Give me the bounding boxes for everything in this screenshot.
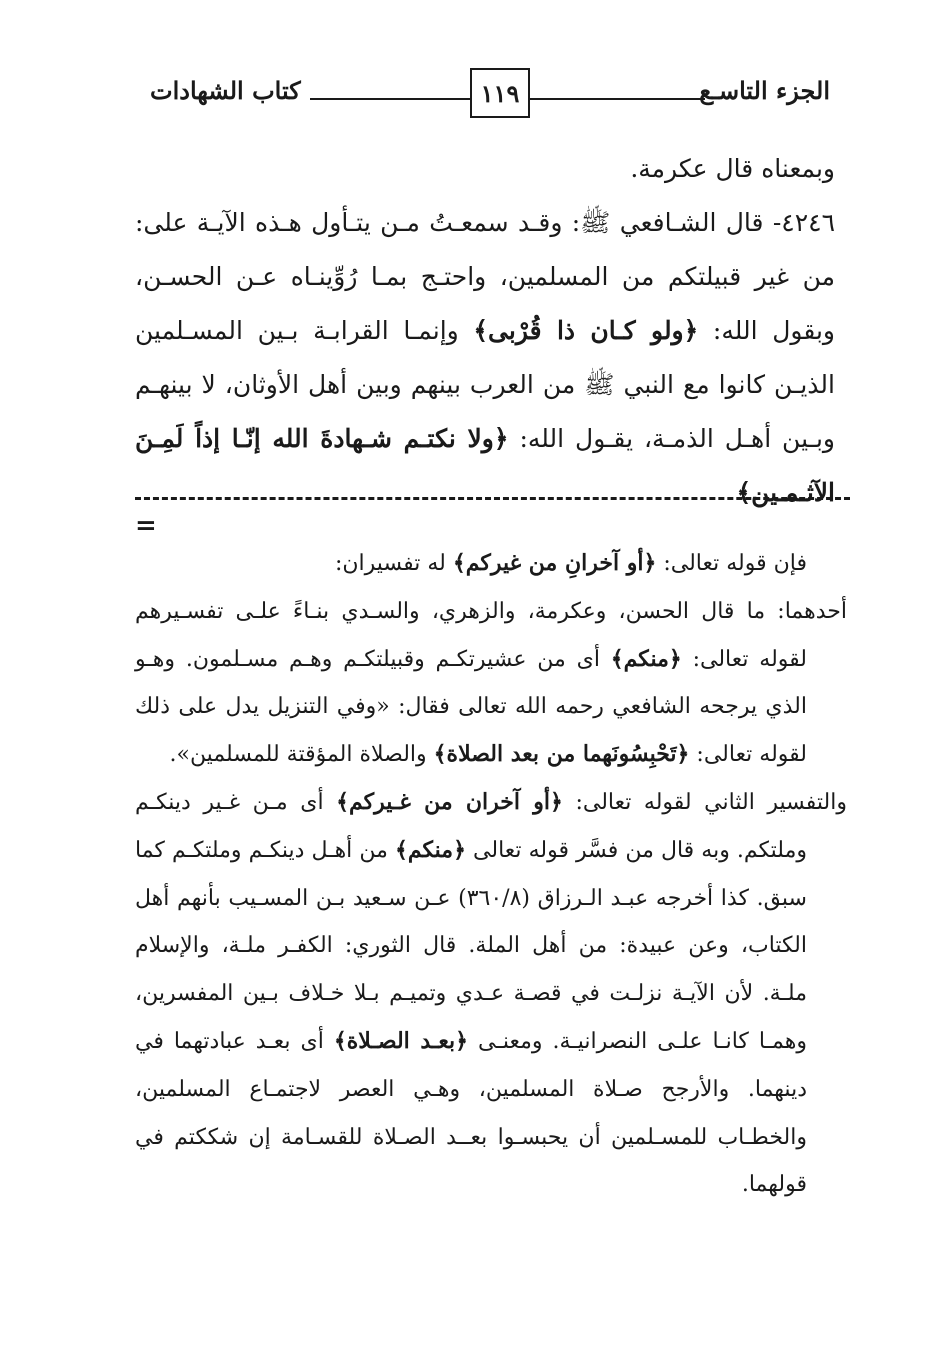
main-text-segment: وإنمـا القرابـة بـين المسـلمين الذيـن كانوا مع النبي ﷺ من العرب بينهم وبين أهل الأوثان، لا بينهـم وبـين أهـل الذمـة، يقـول الله: (135, 316, 835, 453)
book-title: كتاب الشهادات (150, 76, 301, 105)
quran-verse: ﴿ولو كـان ذا قُرْبى﴾ (473, 316, 699, 345)
commentary-text: أحدهما: ما قال الحسن، وعكرمة، والزهري، والسـدي بنـاءً علـى تفسـيرهم لقوله تعالى: (135, 598, 847, 672)
header-rule-left (310, 98, 470, 100)
commentary-text: أى من عشيرتكـم وقبيلتكـم وهـم مسـلمون. وهـو الذي يرجحه الشافعي رحمه الله تعالى فقال: «وفي التنزيل يدل على ذلك لقوله تعالى: (135, 646, 807, 768)
commentary-text: له تفسيران: (334, 551, 453, 576)
main-text (135, 142, 835, 520)
main-paragraph (135, 196, 835, 520)
main-text-segment: ٤٢٤٦- قال الشـافعي ﷺ: وقـد سمعـتُ مـن يتـأول هـذه الآيـة على: من غير قبيلتكم من المسلمين، واحتـج بمـا رُوِّينـاه عـن الحسـن، وبقول الله: (135, 208, 835, 345)
volume-title: الجزء التاسـع (699, 76, 830, 105)
page-header (150, 68, 830, 124)
quran-citation: ﴿منكم﴾ (394, 836, 466, 863)
commentary-text: من أهـل دينكـم وملتكـم كما سبق. كذا أخرجه عبـد الـرزاق (٣٦٠/٨) عـن سـعيد بـن المسـيب بأنهم أهل الكتاب، وعن عبيدة: من أهل الملة. قال الثوري: الكفـر ملـة، والإسلام ملـة. لأن الآيـة نزلـت في قصـة عـدي وتميـم بـلا خـلاف بـين المفسرين، وهمـا كانـا علـى النصرانيـة. ومعنـى (135, 837, 807, 1054)
commentary-paragraph (135, 779, 847, 1209)
quran-citation: ﴿أو آخران من غـيركم﴾ (336, 788, 563, 815)
commentary-text: فإن قوله تعالى: (656, 551, 807, 576)
main-line-1 (135, 142, 835, 196)
commentary-paragraph (135, 540, 847, 588)
commentary-text: والتفسير الثاني لقوله تعالى: (562, 789, 847, 815)
quran-citation: ﴿منكم﴾ (610, 645, 682, 672)
commentary-text: أى بعـد عبادتهما في دينهما. والأرجح صـلاة المسلمين، وهـي العصر لاجتمـاع المسلمين، والخطـاب للمسـلمين أن يحبسـوا بعــد الصـلاة للقسـامة إن شككتم في قولهما. (135, 1028, 807, 1198)
commentary-paragraph (135, 588, 847, 779)
continuation-mark: = (135, 511, 157, 541)
quran-citation: ﴿أو آخرانِ من غيركم﴾ (452, 550, 657, 576)
commentary-text: والصلاة المؤقتة للمسلمين». (169, 742, 434, 768)
header-rule-right (530, 98, 705, 100)
quran-citation: ﴿بعـد الصـلاة﴾ (333, 1027, 469, 1054)
quran-citation: ﴿تَحْبِسُونَهما من بعد الصلاة﴾ (433, 741, 690, 768)
dashed-rule (135, 497, 850, 500)
quran-verse: ﴿ولا نكتـم شـهادةَ الله إنّـا إذاً لَمِـنَ الآثـمـين﴾ (135, 424, 835, 507)
section-divider (135, 497, 835, 541)
commentary-text: أى مـن غـير دينكـم وملتكم. وبه قال من فسَّر قوله تعالى (135, 789, 807, 863)
main-text-line: وبمعناه قال عكرمة. (630, 154, 835, 183)
page-number: ١١٩ (470, 68, 530, 118)
commentary (135, 540, 847, 1209)
